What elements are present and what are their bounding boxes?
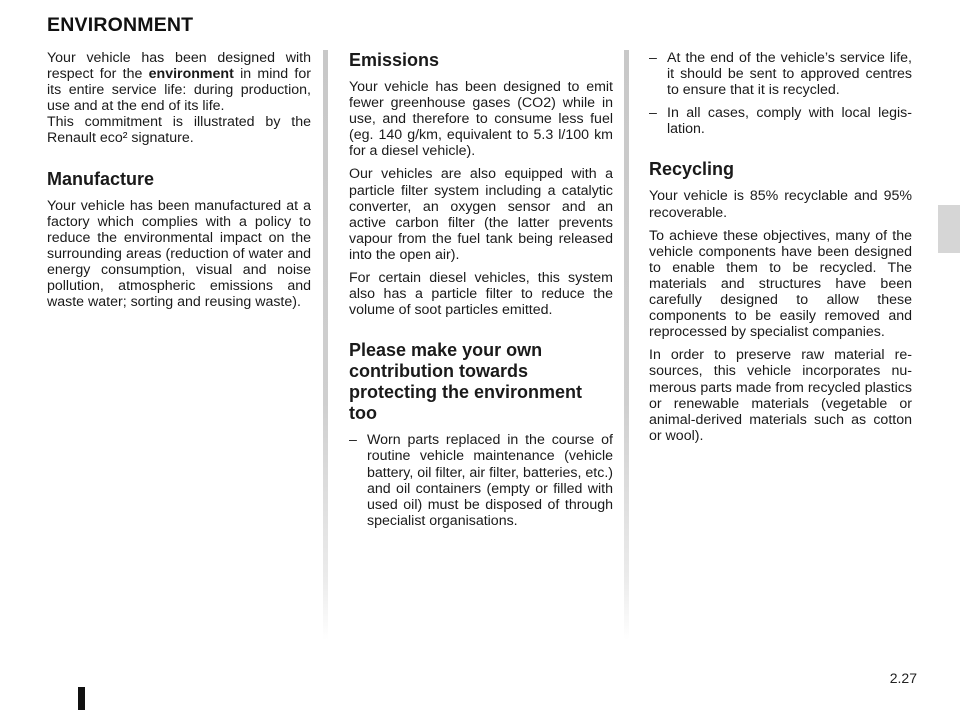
recycling-heading: Recycling (649, 159, 735, 180)
intro-text-end: in mind for its entire service life: during production, use and at the end of its life. (47, 66, 311, 115)
column-left (47, 50, 311, 317)
section-thumb-tab (938, 205, 960, 253)
column-divider-right (624, 50, 629, 640)
recycling-paragraph-2: To achieve these objectives, many of the vehicle components have been designed to enable them to be recycled. The materials and structures have been carefully designed to allow these components to be easily removed and reprocessed by specialist companies. (649, 227, 912, 341)
contribution-heading: Please make your own contribution towards protecting the environment too (349, 340, 583, 424)
crop-mark (78, 687, 85, 710)
column-middle (349, 50, 613, 536)
end-of-life-list-item: – At the end of the vehicle’s service life, it should be sent to approved centres to ensure that it is recycled. (649, 50, 912, 98)
intro-commitment-text: This commitment is illustrated by the Renault eco² signature. (47, 114, 311, 147)
legislation-list-item: – In all cases, comply with local legislation. (649, 105, 912, 137)
contribution-list-item: – Worn parts replaced in the course of routine vehicle maintenance (vehicle battery, oil filter, air filter, batteries, etc.) and oil containers (empty or filled with used oil) must be disposed of through specialist organisations. (349, 432, 613, 529)
manufacture-heading: Manufacture (47, 168, 155, 189)
recycling-paragraph-3: In order to preserve raw material resources, this vehicle incorporates numerous parts made from recycled plastics or renewable materials (vegetable or animal-derived materials such as cotton or wool). (649, 347, 912, 444)
column-divider-left (323, 50, 328, 640)
page-number: 2.27 (889, 670, 917, 686)
emissions-paragraph-3: For certain diesel vehicles, this system also has a particle filter to reduce the volume of soot particles emitted. (349, 270, 613, 319)
emissions-paragraph-1: Your vehicle has been designed to emit fewer greenhouse gases (CO2) while in use, and therefore to consume less fuel (eg. 140 g/km, equivalent to 5.3 l/100 km for a diesel vehicle). (349, 79, 613, 160)
emissions-paragraph-2: Our vehicles are also equipped with a particle filter system including a catalytic converter, an oxygen sensor and an active carbon filter (the latter prevents vapour from the fuel tank being released into the open air). (349, 166, 613, 263)
intro-paragraph (47, 50, 311, 147)
intro-bold-text: environment (148, 66, 234, 83)
intro-text: Your vehicle has been designed with respect for the (47, 50, 311, 83)
emissions-heading: Emissions (349, 50, 440, 70)
page-title: ENVIRONMENT (47, 14, 194, 36)
recycling-paragraph-1: Your vehicle is 85% recyclable and 95% recoverable. (649, 188, 912, 221)
manufacture-paragraph: Your vehicle has been manufactured at a factory which complies with a policy to reduce the environmental impact on the surrounding areas (reduction of water and energy consumption, visual and noise pollution, atmospheric emissions and waste water; sorting and reusing waste). (47, 197, 311, 311)
column-right (649, 50, 912, 451)
